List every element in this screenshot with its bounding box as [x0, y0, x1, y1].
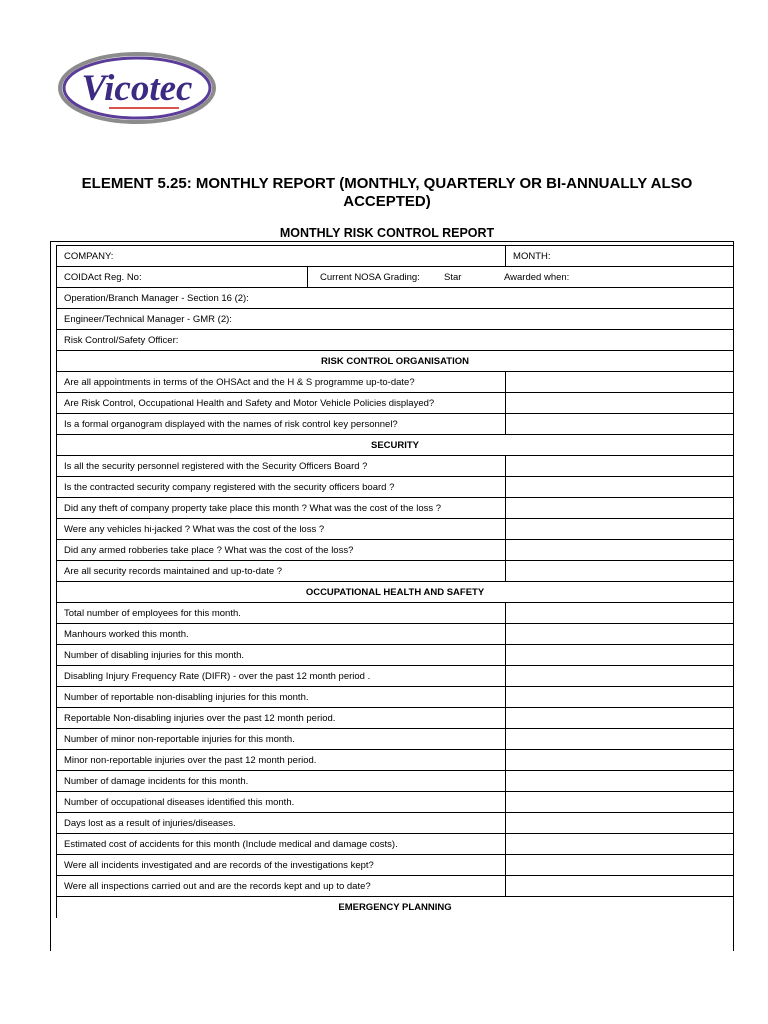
question-label: Were all incidents investigated and are records of the investigations kept?: [57, 855, 506, 876]
question-label: Disabling Injury Frequency Rate (DIFR) - over the past 12 month period .: [57, 666, 506, 687]
section-heading-security: SECURITY: [57, 435, 734, 456]
coida-reg-field[interactable]: COIDAct Reg. No:: [57, 267, 308, 288]
section-heading-ohs: OCCUPATIONAL HEALTH AND SAFETY: [57, 582, 734, 603]
answer-cell[interactable]: [506, 477, 734, 498]
answer-cell[interactable]: [506, 687, 734, 708]
question-label: Are Risk Control, Occupational Health and Safety and Motor Vehicle Policies displayed?: [57, 393, 506, 414]
answer-cell[interactable]: [506, 813, 734, 834]
nosa-grading-field[interactable]: [308, 267, 734, 288]
answer-cell[interactable]: [506, 645, 734, 666]
answer-cell[interactable]: [506, 603, 734, 624]
nosa-grading-label: Current NOSA Grading:: [320, 271, 420, 283]
engineer-manager-field[interactable]: Engineer/Technical Manager - GMR (2):: [57, 309, 734, 330]
answer-cell[interactable]: [506, 750, 734, 771]
question-label: Number of damage incidents for this month.: [57, 771, 506, 792]
question-label: Were all inspections carried out and are the records kept and up to date?: [57, 876, 506, 897]
question-label: Are all appointments in terms of the OHSAct and the H & S programme up-to-date?: [57, 372, 506, 393]
answer-cell[interactable]: [506, 876, 734, 897]
question-label: Manhours worked this month.: [57, 624, 506, 645]
question-label: Is all the security personnel registered with the Security Officers Board ?: [57, 456, 506, 477]
logo-graphic: [57, 51, 217, 125]
risk-control-form: [56, 245, 734, 918]
question-label: Reportable Non-disabling injuries over the past 12 month period.: [57, 708, 506, 729]
question-label: Did any theft of company property take place this month ? What was the cost of the loss ?: [57, 498, 506, 519]
question-label: Are all security records maintained and up-to-date ?: [57, 561, 506, 582]
question-label: Number of reportable non-disabling injuries for this month.: [57, 687, 506, 708]
answer-cell[interactable]: [506, 498, 734, 519]
answer-cell[interactable]: [506, 519, 734, 540]
report-subtitle: MONTHLY RISK CONTROL REPORT: [279, 226, 495, 240]
answer-cell[interactable]: [506, 834, 734, 855]
star-label: Star: [444, 271, 462, 283]
answer-cell[interactable]: [506, 666, 734, 687]
answer-cell[interactable]: [506, 729, 734, 750]
safety-officer-field[interactable]: Risk Control/Safety Officer:: [57, 330, 734, 351]
answer-cell[interactable]: [506, 414, 734, 435]
section-heading-risk-control: RISK CONTROL ORGANISATION: [57, 351, 734, 372]
answer-cell[interactable]: [506, 708, 734, 729]
answer-cell[interactable]: [506, 372, 734, 393]
company-field[interactable]: COMPANY:: [57, 246, 506, 267]
section-heading-emergency: EMERGENCY PLANNING: [57, 897, 734, 918]
answer-cell[interactable]: [506, 771, 734, 792]
question-label: Estimated cost of accidents for this month (Include medical and damage costs).: [57, 834, 506, 855]
question-label: Total number of employees for this month.: [57, 603, 506, 624]
question-label: Number of minor non-reportable injuries for this month.: [57, 729, 506, 750]
question-label: Number of occupational diseases identified this month.: [57, 792, 506, 813]
answer-cell[interactable]: [506, 792, 734, 813]
question-label: Number of disabling injuries for this month.: [57, 645, 506, 666]
question-label: Is a formal organogram displayed with the names of risk control key personnel?: [57, 414, 506, 435]
answer-cell[interactable]: [506, 456, 734, 477]
operation-manager-field[interactable]: Operation/Branch Manager - Section 16 (2):: [57, 288, 734, 309]
logo-text: Vicotec: [81, 68, 193, 109]
answer-cell[interactable]: [506, 855, 734, 876]
question-label: Were any vehicles hi-jacked ? What was the cost of the loss ?: [57, 519, 506, 540]
answer-cell[interactable]: [506, 393, 734, 414]
question-label: Did any armed robberies take place ? What was the cost of the loss?: [57, 540, 506, 561]
answer-cell[interactable]: [506, 540, 734, 561]
awarded-when-label: Awarded when:: [504, 271, 570, 283]
answer-cell[interactable]: [506, 561, 734, 582]
question-label: Is the contracted security company registered with the security officers board ?: [57, 477, 506, 498]
answer-cell[interactable]: [506, 624, 734, 645]
question-label: Days lost as a result of injuries/diseases.: [57, 813, 506, 834]
question-label: Minor non-reportable injuries over the past 12 month period.: [57, 750, 506, 771]
month-field[interactable]: MONTH:: [506, 246, 734, 267]
vicotec-logo: [57, 51, 217, 125]
document-title: ELEMENT 5.25: MONTHLY REPORT (MONTHLY, QUARTERLY OR BI-ANNUALLY ALSO ACCEPTED): [81, 175, 693, 210]
